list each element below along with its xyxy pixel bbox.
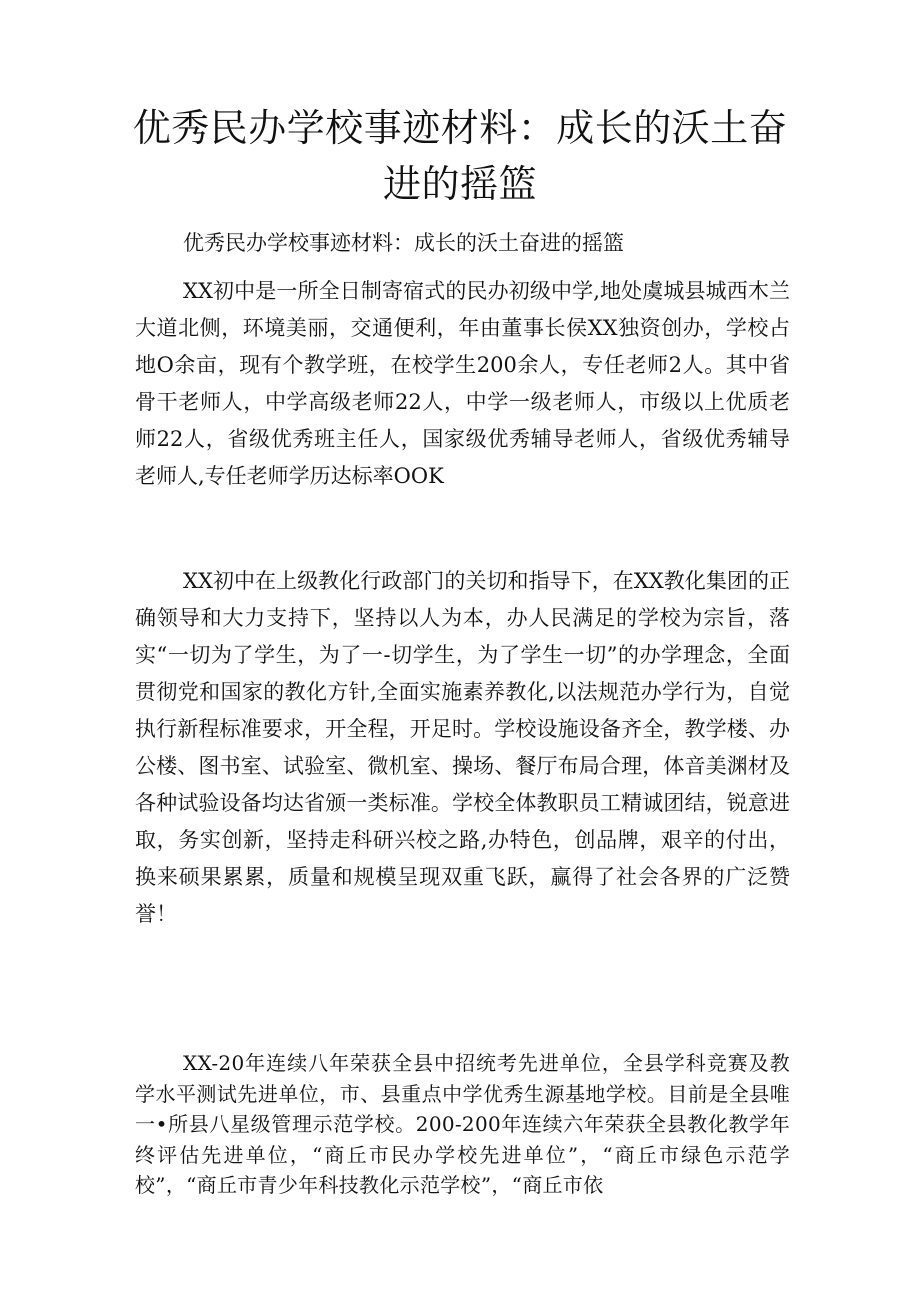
document-title: 优秀民办学校事迹材料：成长的沃土奋进的摇篮	[132, 106, 788, 206]
paragraph-school-honors: XX-20年连续八年荣获全县中招统考先进单位，全县学科竞赛及教学水平测试先进单位，市、县重点中学优秀生源基地学校。目前是全县唯一•所县八星级管理示范学校。200-200年连续六年荣获全县教化教学年终评估先进单位，“商丘市民办学校先进单位”，“商丘市绿色示范学校”，“商丘市青少年科技教化示范学校”，“商丘市依	[135, 1051, 790, 1197]
document-subtitle: 优秀民办学校事迹材料：成长的沃土奋进的摇篮	[183, 231, 624, 255]
paragraph-school-philosophy: XX初中在上级教化行政部门的关切和指导下，在XX教化集团的正确领导和大力支持下，坚持以人为本，办人民满足的学校为宗旨，落实“一切为了学生，为了一-切学生，为了学生一切”的办学理念，全面贯彻党和国家的教化方针,全面实施素养教化,以法规范办学行为，自觉执行新程标准要求，开全程，开足时。学校设施设备齐全，教学楼、办公楼、图书室、试验室、微机室、操场、餐厅布局合理，体音美渊材及各种试验设备均达省颁一类标准。学校全体教职员工精诚团结，锐意进取，务实创新，坚持走科研兴校之路,办特色，创品牌，艰辛的付出，换来硕果累累，质量和规模呈现双重飞跃，赢得了社会各界的广泛赞誉！	[135, 569, 790, 926]
paragraph-school-intro: XX初中是一所全日制寄宿式的民办初级中学,地处虞城县城西木兰大道北侧，环境美丽，交通便利，年由董事长侯XX独资创办，学校占地O余亩，现有个教学班，在校学生200余人，专任老师2人。其中省骨干老师人，中学高级老师22人，中学一级老师人，市级以上优质老师22人，省级优秀班主任人，国家级优秀辅导老师人，省级优秀辅导老师人,专任老师学历达标率OOK	[135, 279, 790, 488]
